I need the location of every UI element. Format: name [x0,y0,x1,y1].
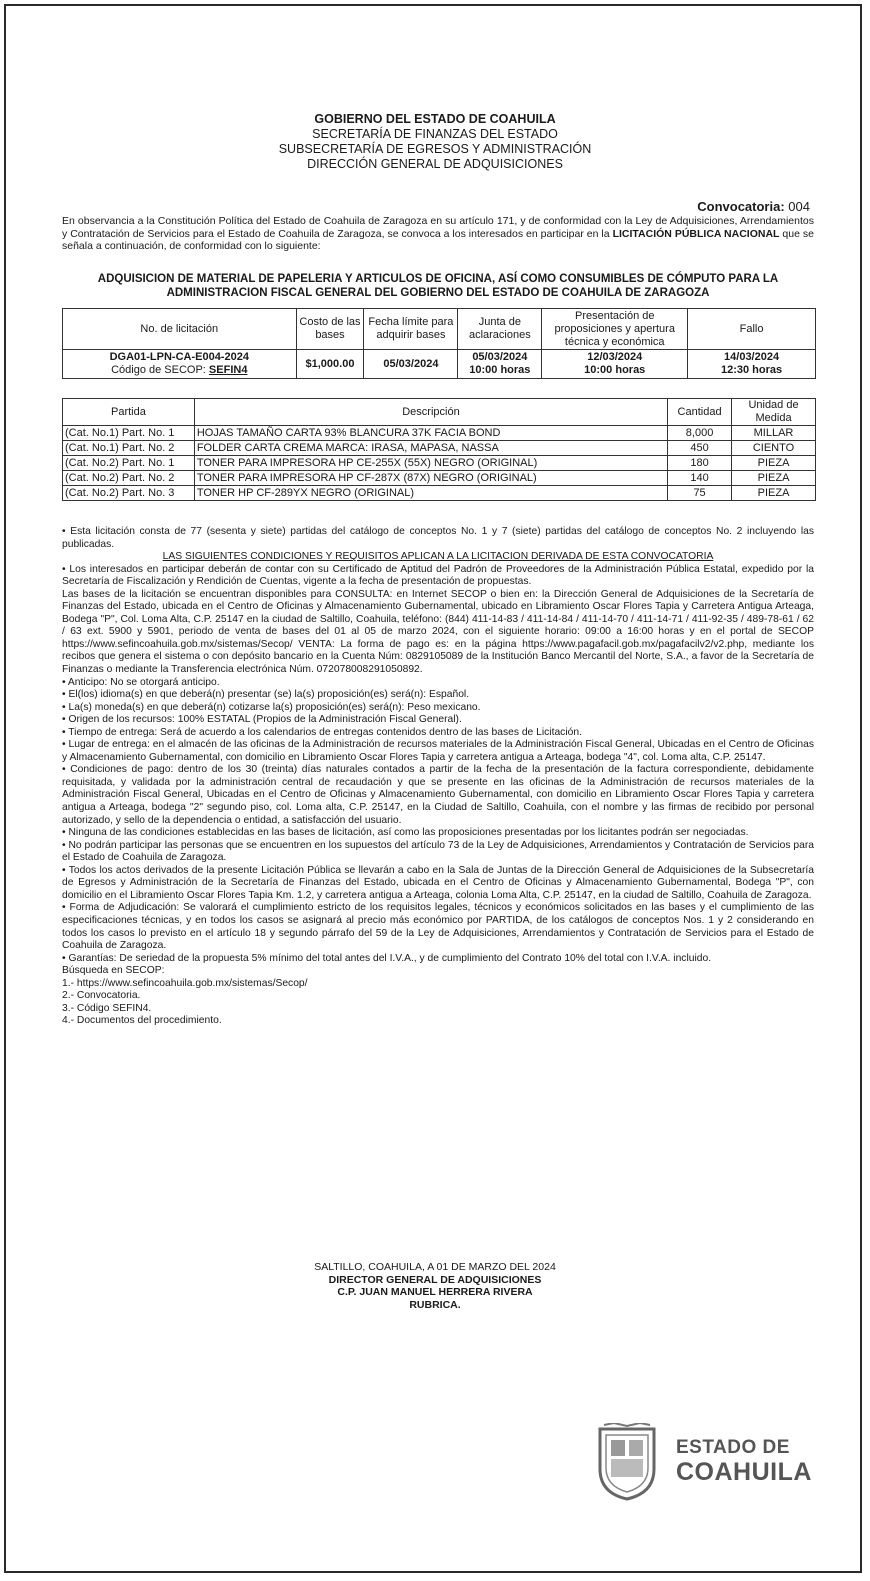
body-paragraph: • La(s) moneda(s) en que deberá(n) cotizarse la(s) proposición(es) será(n): Peso mexicano. [62,701,481,713]
header-cell: Junta de aclaraciones [458,309,542,350]
unidad-cell: PIEZA [732,486,816,501]
intro-bold: LICITACIÓN PÚBLICA NACIONAL [612,227,780,240]
secop-step: 2.- Convocatoria. [62,990,141,1002]
fecha-limite-cell: 05/03/2024 [364,350,458,379]
cantidad-cell: 75 [668,486,732,501]
convocatoria-label: Convocatoria: [697,199,785,214]
header-cell: No. de licitación [63,309,297,350]
cantidad-cell: 8,000 [668,426,732,441]
header-cell: Partida [63,399,195,426]
subject-line-1: ADQUISICION DE MATERIAL DE PAPELERIA Y ARTICULOS DE OFICINA, ASÍ COMO CONSUMIBLES DE CÓMPUTO PARA LA [97,273,779,285]
secop-search-label: Búsqueda en SECOP: [62,965,165,977]
licitacion-table [62,308,816,379]
body-paragraph: • Condiciones de pago: dentro de los 30 (treinta) días naturales contados a partir de la fecha de la presentación de la factura correspondiente, debidamente requisitada, y validada por la administración central de recaudación y que se presente en las oficinas de la Administración de recursos materiales de la Administración Fiscal General, Ubicadas en el Centro de Oficinas y Almacenamiento Gubernamental, con domicilio en Libramiento Oscar Flores Tapia y carretera antigua a Arteaga, bodega "2" segundo piso, col. Loma alta, C.P. 25147, en la Ciudad de Saltillo, Coahuila, con el nombre y las firmas de recibido por personal autorizado, y sello de la dependencia o entidad, a satisfacción del usuario. [62,764,814,826]
table-row [63,471,816,486]
table-row [63,441,816,456]
licitacion-table-row [63,350,816,379]
costo-cell: $1,000.00 [296,350,364,379]
junta-fecha: 05/03/2024 [472,351,528,363]
secop-step: 4.- Documentos del procedimiento. [62,1015,222,1027]
body-paragraph: Las bases de la licitación se encuentran disponibles para CONSULTA: en Internet SECOP o bien en: la Dirección General de Adquisiciones de la Secretaría de Finanzas del Estado, ubicada en el Centro de Oficinas y Almacenamiento Gubernamental, ubicado en Libramiento Oscar Flores Tapia y Carretera Antigua Arteaga, Bodega "P", Col. Loma Alta, C.P. 25147 en la ciudad de Saltillo, Coahuila, teléfono: (844) 411-14-83 / 411-14-84 / 411-14-70 / 411-14-71 / 411-92-35 / 489-78-61 / 62 / 63 ext. 5900 y 5901, periodo de venta de bases del 01 al 05 de marzo 2024, con el siguiente horario: 09:00 a 16:00 horas y en el portal de SECOP https://www.sefincoahuila.gob.mx/sistemas/Secop/ VENTA: La forma de pago es: en la página https://www.pagafacil.gob.mx/pagafacilv2/v2.php, mediante los recibos que genera el sistema o con depósito bancario en la Cuenta Núm: 0829105089 de la Institución Banco Mercantil del Norte, S.A., a favor de la Secretaría de Finanzas o mediante la Transferencia electrónica Núm. 072078008291050892. [62,588,814,676]
descripcion-cell: TONER PARA IMPRESORA HP CE-255X (55X) NEGRO (ORIGINAL) [194,456,667,471]
presentacion-fecha: 12/03/2024 [587,351,643,363]
body-paragraph: • Esta licitación consta de 77 (sesenta y siete) partidas del catálogo de conceptos No. 1 y 7 (siete) partidas del catálogo de conceptos No. 2 incluyendo las publicadas. [62,526,814,550]
signature-name: C.P. JUAN MANUEL HERRERA RIVERA [337,1286,533,1298]
secop-step: 3.- Código SEFIN4. [62,1002,152,1014]
presentacion-cell [542,350,688,379]
signature-rubrica: RUBRICA. [409,1298,461,1311]
header-cell: Costo de las bases [296,309,364,350]
descripcion-cell: HOJAS TAMAÑO CARTA 93% BLANCURA 37K FACIA BOND [194,426,667,441]
unidad-cell: PIEZA [732,471,816,486]
header-direccion: DIRECCIÓN GENERAL DE ADQUISICIONES [307,157,563,171]
signature-place-date: SALTILLO, COAHUILA, A 01 DE MARZO DEL 2024 [314,1261,556,1273]
table-row [63,426,816,441]
header-cell: Unidad de Medida [732,399,816,426]
subject-line-2: ADMINISTRACION FISCAL GENERAL DEL GOBIERNO DEL ESTADO DE COAHUILA DE ZARAGOZA [166,287,710,299]
subject-title [62,272,814,300]
table-row [63,456,816,471]
fallo-fecha: 14/03/2024 [724,351,780,363]
partidas-table-header [63,399,816,426]
fallo-cell [688,350,816,379]
secop-code: SEFIN4 [208,364,248,376]
junta-cell [458,350,542,379]
body-paragraph: • Origen de los recursos: 100% ESTATAL (Propios de la Administración Fiscal General). [62,714,462,726]
licitacion-table-header [63,309,816,350]
signature-title: DIRECTOR GENERAL DE ADQUISICIONES [328,1273,542,1286]
intro-text-end: que se señala a continuación, de conformidad con lo siguiente: [62,227,814,252]
body-paragraph: • Anticipo: No se otorgará anticipo. [62,676,220,688]
coahuila-seal-icon [594,1423,660,1501]
partidas-table [62,398,816,501]
intro-text: En observancia a la Constitución Política del Estado de Coahuila de Zaragoza en su artículo 171, y de conformidad con la Ley de Adquisiciones, Arrendamientos y Contratación de Servicios para el Estado de Coahuila de Zaragoza, se convoca a los interesados en participar en la [62,215,814,240]
header-cell: Descripción [194,399,667,426]
body-paragraph: • Los interesados en participar deberán de contar con su Certificado de Aptitud del Padrón de Proveedores de la Administración Pública Estatal, expedido por la Secretaría de Fiscalización y Rendición de Cuentas, vigente a la fecha de presentación de propuestas. [62,563,814,588]
convocatoria-number [697,199,810,214]
conditions-body [62,526,814,1028]
body-paragraph: • Lugar de entrega: en el almacén de las oficinas de la Administración de recursos materiales de la Administración Fiscal General, Ubicadas en el Centro de Oficinas y Almacenamiento Gubernamental, con domicilio en Libramiento Oscar Flores Tapia y carretera antigua a Arteaga, bodega "4", col. Loma alta, C.P. 25147. [62,739,814,763]
unidad-cell: CIENTO [732,441,816,456]
coahuila-logo-text [676,1437,812,1485]
partida-cell: (Cat. No.2) Part. No. 2 [63,471,195,486]
body-paragraph: • Garantías: De seriedad de la propuesta 5% mínimo del total antes del I.V.A., y de cumplimiento del Contrato 10% del total con I.V.A. incluido. [62,952,712,964]
table-row [63,486,816,501]
cantidad-cell: 450 [668,441,732,456]
body-paragraph: • El(los) idioma(s) en que deberá(n) presentar (se) la(s) proposición(es) será(n): Español. [62,689,470,701]
header-government: GOBIERNO DEL ESTADO DE COAHUILA [314,112,556,126]
document-header [0,112,870,172]
body-paragraph: • Forma de Adjudicación: Se valorará el cumplimiento estricto de los requisitos legales, técnicos y económicos solicitados en las bases y el cumplimiento de las especificaciones técnicas, y en todos los casos se asignará al precio más económico por PARTIDA, de los catálogos de conceptos Nos. 1 y 2 considerando en todos los casos lo previsto en el artículo 18 y segundo párrafo del 59 de la Ley de Adquisiciones, Arrendamientos y Contratación de Servicios para el Estado de Coahuila de Zaragoza. [62,902,814,952]
licitacion-number-cell [63,350,297,379]
header-secretaria: SECRETARÍA DE FINANZAS DEL ESTADO [312,127,558,141]
header-cell: Presentación de proposiciones y apertura técnica y económica [542,309,688,350]
body-paragraph: • Ninguna de las condiciones establecidas en las bases de licitación, así como las proposiciones presentadas por los licitantes podrán ser negociadas. [62,827,749,839]
presentacion-hora: 10:00 horas [584,364,646,376]
cantidad-cell: 180 [668,456,732,471]
descripcion-cell: FOLDER CARTA CREMA MARCA: IRASA, MAPASA, NASSA [194,441,667,456]
secop-line [65,364,294,377]
descripcion-cell: TONER PARA IMPRESORA HP CF-287X (87X) NEGRO (ORIGINAL) [194,471,667,486]
convocatoria-value: 004 [788,199,810,214]
header-cell: Fecha límite para adquirir bases [364,309,458,350]
intro-paragraph [62,215,814,253]
body-paragraph: • Todos los actos derivados de la presente Licitación Pública se llevarán a cabo en la Sala de Juntas de la Dirección General de Adquisiciones de la Subsecretaría de Egresos y Administración de la Secretaría de Finanzas del Estado, ubicada en el Centro de Oficinas y Almacenamiento Gubernamental, Bodega "P", con domicilio en el Libramiento Oscar Flores Tapia Km. 1.2, y carretera antigua a Arteaga, colonia Loma Alta, C.P. 25147, en la ciudad de Saltillo, Coahuila de Zaragoza. [62,864,814,901]
descripcion-cell: TONER HP CF-289YX NEGRO (ORIGINAL) [194,486,667,501]
secop-step: 1.- https://www.sefincoahuila.gob.mx/sistemas/Secop/ [62,977,308,989]
partida-cell: (Cat. No.2) Part. No. 3 [63,486,195,501]
partida-cell: (Cat. No.1) Part. No. 1 [63,426,195,441]
partida-cell: (Cat. No.2) Part. No. 1 [63,456,195,471]
header-subsecretaria: SUBSECRETARÍA DE EGRESOS Y ADMINISTRACIÓN [278,142,592,156]
secop-label: Código de SECOP: [111,364,206,376]
conditions-heading: LAS SIGUIENTES CONDICIONES Y REQUISITOS APLICAN A LA LICITACION DERIVADA DE ESTA CONVOCATORIA [162,551,714,563]
logo-line-2: COAHUILA [676,1458,812,1486]
cantidad-cell: 140 [668,471,732,486]
unidad-cell: PIEZA [732,456,816,471]
logo-line-1: ESTADO DE [676,1437,790,1458]
unidad-cell: MILLAR [732,426,816,441]
body-paragraph: • Tiempo de entrega: Será de acuerdo a los calendarios de entregas contenidos dentro de las bases de Licitación. [62,726,582,738]
licitacion-number: DGA01-LPN-CA-E004-2024 [109,351,249,363]
partida-cell: (Cat. No.1) Part. No. 2 [63,441,195,456]
body-paragraph: • No podrán participar las personas que se encuentren en los supuestos del artículo 73 de la Ley de Adquisiciones, Arrendamientos y Contratación de Servicios para el Estado de Coahuila de Zaragoza. [62,839,814,864]
signature-block [0,1261,870,1311]
junta-hora: 10:00 horas [469,364,531,376]
header-cell: Cantidad [668,399,732,426]
header-cell: Fallo [688,309,816,350]
fallo-hora: 12:30 horas [720,364,783,376]
